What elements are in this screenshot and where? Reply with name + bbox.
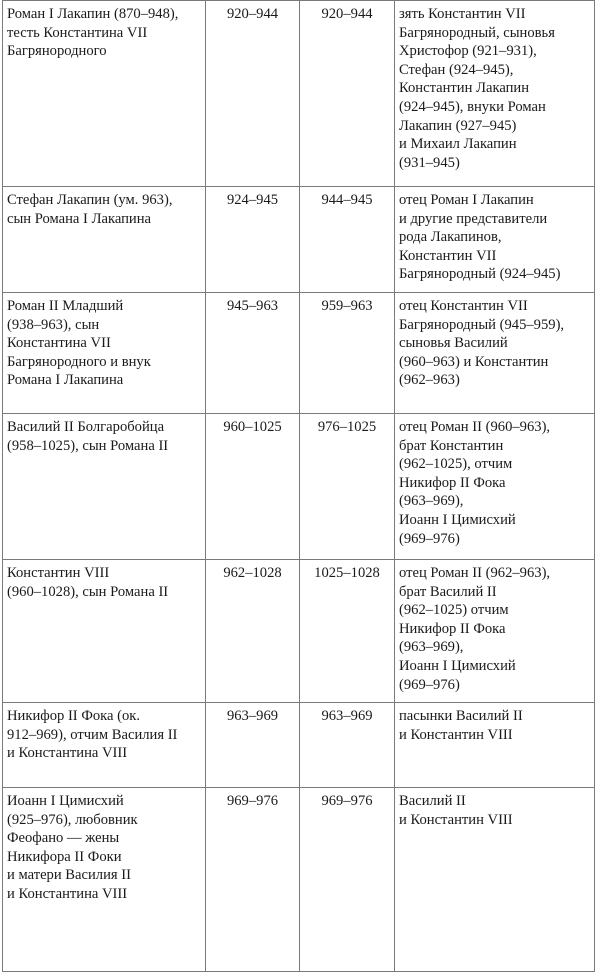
cell-line: Василий II Болгаробойца <box>7 419 165 435</box>
cell-line: и Константин VIII <box>399 726 513 743</box>
cell-line: Багрянородного <box>7 43 107 60</box>
cell-line: Стефан Лакапин (ум. 963), <box>7 192 173 208</box>
sole-reign-years-cell: 963–969 <box>300 703 395 788</box>
co-rulers-cell <box>395 187 595 293</box>
table-row <box>3 703 595 788</box>
table-row <box>3 560 595 703</box>
reign-years-cell: 924–945 <box>206 187 300 293</box>
cell-line: (962–1025), отчим <box>399 456 513 473</box>
sole-reign-years-cell: 959–963 <box>300 293 395 414</box>
cell-line: отец Роман II (962–963), <box>399 565 551 581</box>
cell-line: Багрянородный (924–945) <box>399 266 561 283</box>
cell-line: рода Лакапинов, <box>399 229 502 246</box>
cell-line: Константин Лакапин <box>399 80 530 97</box>
cell-line: тесть Константина VII <box>7 24 148 41</box>
reign-years-cell: 945–963 <box>206 293 300 414</box>
cell-line: Иоанн I Цимисхий <box>399 511 516 528</box>
sole-reign-years-cell: 969–976 <box>300 788 395 972</box>
cell-line: брат Константин <box>399 437 504 454</box>
cell-line: (960–963) и Константин <box>399 353 549 370</box>
cell-line: (963–969), <box>399 639 464 656</box>
ruler-cell <box>3 703 206 788</box>
cell-line: Роман I Лакапин (870–948), <box>7 6 179 22</box>
sole-reign-years-cell: 1025–1028 <box>300 560 395 703</box>
cell-line: (969–976) <box>399 530 460 547</box>
sole-reign-years-cell: 920–944 <box>300 1 395 187</box>
cell-line: Иоанн I Цимисхий <box>399 657 516 674</box>
ruler-cell <box>3 1 206 187</box>
cell-line: Багрянородный, сыновья <box>399 24 555 41</box>
cell-line: Роман II Младший <box>7 298 124 314</box>
cell-line: Христофор (921–931), <box>399 43 537 60</box>
ruler-cell <box>3 560 206 703</box>
cell-line: зять Константин VII <box>399 6 526 22</box>
cell-line: (931–945) <box>399 154 460 171</box>
ruler-cell <box>3 414 206 560</box>
reign-years-cell: 920–944 <box>206 1 300 187</box>
cell-line: Никифор II Фока (ок. <box>7 708 141 724</box>
sole-reign-years-cell: 944–945 <box>300 187 395 293</box>
cell-line: и Константина VIII <box>7 885 128 902</box>
ruler-cell <box>3 293 206 414</box>
cell-line: пасынки Василий II <box>399 708 523 724</box>
cell-line: (963–969), <box>399 493 464 510</box>
reign-years-cell: 960–1025 <box>206 414 300 560</box>
cell-line: Иоанн I Цимисхий <box>7 793 124 809</box>
table-row <box>3 187 595 293</box>
cell-line: сын Романа I Лакапина <box>7 210 152 227</box>
cell-line: сыновья Василий <box>399 335 508 352</box>
reign-years-cell: 969–976 <box>206 788 300 972</box>
sole-reign-years-cell: 976–1025 <box>300 414 395 560</box>
cell-line: Никифора II Фоки <box>7 848 122 865</box>
co-rulers-cell <box>395 414 595 560</box>
cell-line: отец Роман I Лакапин <box>399 192 534 208</box>
cell-line: Багрянородный (945–959), <box>399 316 565 333</box>
cell-line: Стефан (924–945), <box>399 61 514 78</box>
reign-years-cell: 963–969 <box>206 703 300 788</box>
co-rulers-cell <box>395 293 595 414</box>
cell-line: Багрянородного и внук <box>7 353 151 370</box>
rulers-table <box>2 0 595 972</box>
ruler-cell <box>3 187 206 293</box>
cell-line: Василий II <box>399 793 466 809</box>
cell-line: Романа I Лакапина <box>7 372 124 389</box>
cell-line: (962–1025) отчим <box>399 602 509 619</box>
cell-line: и Константин VIII <box>399 811 513 828</box>
rulers-table-body <box>3 1 595 972</box>
cell-line: и матери Василия II <box>7 867 131 884</box>
cell-line: (924–945), внуки Роман <box>399 98 546 115</box>
co-rulers-cell <box>395 703 595 788</box>
co-rulers-cell <box>395 560 595 703</box>
table-row <box>3 788 595 972</box>
cell-line: отец Константин VII <box>399 298 528 314</box>
cell-line: отец Роман II (960–963), <box>399 419 551 435</box>
cell-line: Константина VII <box>7 335 111 352</box>
cell-line: Феофано — жены <box>7 830 120 847</box>
cell-line: (958–1025), сын Романа II <box>7 437 169 454</box>
co-rulers-cell <box>395 1 595 187</box>
cell-line: (962–963) <box>399 372 460 389</box>
cell-line: Лакапин (927–945) <box>399 117 517 134</box>
cell-line: (938–963), сын <box>7 316 100 333</box>
cell-line: Константин VII <box>399 247 497 264</box>
reign-years-cell: 962–1028 <box>206 560 300 703</box>
cell-line: (925–976), любовник <box>7 811 138 828</box>
cell-line: и Константина VIII <box>7 745 128 762</box>
cell-line: Никифор II Фока <box>399 474 506 491</box>
cell-line: Константин VIII <box>7 565 110 581</box>
cell-line: Никифор II Фока <box>399 620 506 637</box>
cell-line: 912–969), отчим Василия II <box>7 726 178 743</box>
table-row <box>3 1 595 187</box>
cell-line: и Михаил Лакапин <box>399 136 517 153</box>
ruler-cell <box>3 788 206 972</box>
co-rulers-cell <box>395 788 595 972</box>
cell-line: (969–976) <box>399 676 460 693</box>
table-row <box>3 414 595 560</box>
cell-line: брат Василий II <box>399 583 497 600</box>
cell-line: (960–1028), сын Романа II <box>7 583 169 600</box>
table-row <box>3 293 595 414</box>
cell-line: и другие представители <box>399 210 548 227</box>
